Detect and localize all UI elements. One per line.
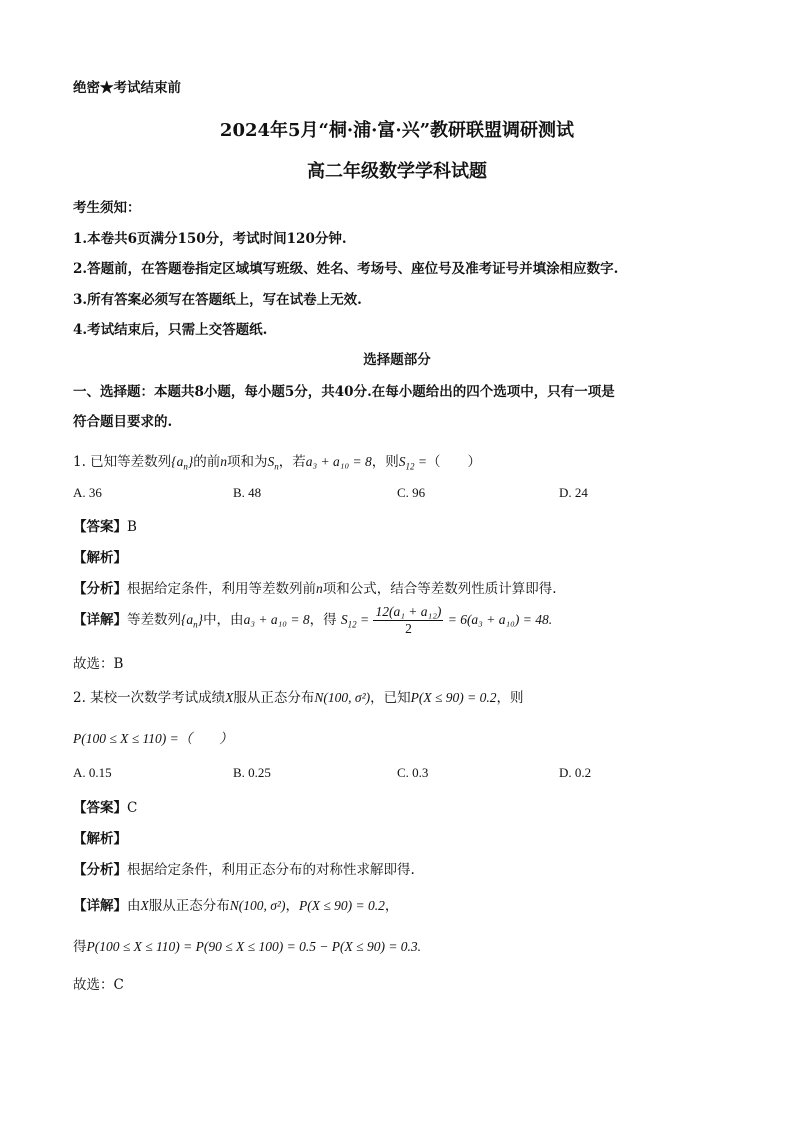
question-1-stem: 1. 已知等差数列$\{a_n\}$的前n项和为$S_n$，若a₃ + a₁₀ = 8，则$S_{12}$ =（ ） <box>73 454 482 472</box>
answer-line: 【答案】C <box>73 800 138 816</box>
sequence-an: $\{a_n\}$ <box>171 454 194 472</box>
analysis-summary: 【分析】根据给定条件，利用正态分布的对称性求解即得. <box>73 862 415 878</box>
sum-sn: $S_n$ <box>267 454 279 472</box>
analysis-label: 【解析】 <box>73 831 127 847</box>
detailed-solution-cont: 得P(100 ≤ X ≤ 110) = P(90 ≤ X ≤ 100) = 0.5 − P(X ≤ 90) = 0.3. <box>73 939 422 955</box>
fraction: $\frac{\text{12(a₁ + a₁₂)}}{2}$ <box>375 604 442 636</box>
answer-line: 【答案】B <box>73 519 137 535</box>
option-d: D. 0.2 <box>559 765 592 780</box>
confidential-label: 绝密★考试结束前 <box>73 80 181 96</box>
option-c: C. 0.3 <box>397 765 429 780</box>
option-c: C. 96 <box>397 485 426 500</box>
analysis-label: 【解析】 <box>73 550 127 566</box>
notice-item: 4.考试结束后，只需上交答题纸. <box>73 322 268 338</box>
detailed-solution: 【详解】由X服从正态分布N(100, σ²)，P(X ≤ 90) = 0.2， <box>73 898 399 914</box>
notice-item: 2.答题前，在答题卷指定区域填写班级、姓名、考场号、座位号及准考证号并填涂相应数字. <box>73 261 619 277</box>
exam-subtitle: 高二年级数学学科试题 <box>307 161 487 182</box>
choice-result: 故选：B <box>73 656 124 672</box>
section-title: 选择题部分 <box>363 352 431 368</box>
option-a: A. 0.15 <box>73 765 112 780</box>
choice-result: 故选：C <box>73 977 124 993</box>
option-b: B. 0.25 <box>233 765 271 780</box>
option-d: D. 24 <box>559 485 588 500</box>
detailed-solution: 【详解】等差数列$\{a_n\}$中，由a₃ + a₁₀ = 8，得 $S_{12}$ = $\frac{\text{12(a₁ + a₁₂)}}{2}$ = 6(a₃ + a₁₀) = 48. <box>73 604 553 636</box>
option-a: A. 36 <box>73 485 102 500</box>
question-2-stem-cont: P(100 ≤ X ≤ 110) =（ ） <box>73 731 233 746</box>
section-description: 一、选择题：本题共8小题，每小题5分，共40分.在每小题给出的四个选项中，只有一项是 <box>73 384 615 400</box>
section-description-cont: 符合题目要求的. <box>73 414 173 430</box>
analysis-summary: 【分析】根据给定条件，利用等差数列前n项和公式，结合等差数列性质计算即得. <box>73 581 557 597</box>
notice-heading: 考生须知： <box>73 200 141 216</box>
option-b: B. 48 <box>233 485 262 500</box>
notice-item: 1.本卷共6页满分150分，考试时间120分钟. <box>73 231 347 247</box>
sum-s12: $S_{12}$ = <box>398 454 428 472</box>
exam-title: 2024年5月“桐·浦·富·兴”教研联盟调研测试 <box>219 120 575 141</box>
notice-item: 3.所有答案必须写在答题纸上，写在试卷上无效. <box>73 292 362 308</box>
question-2-stem: 2. 某校一次数学考试成绩X服从正态分布N(100, σ²)，已知P(X ≤ 90) = 0.2，则 <box>73 690 524 706</box>
